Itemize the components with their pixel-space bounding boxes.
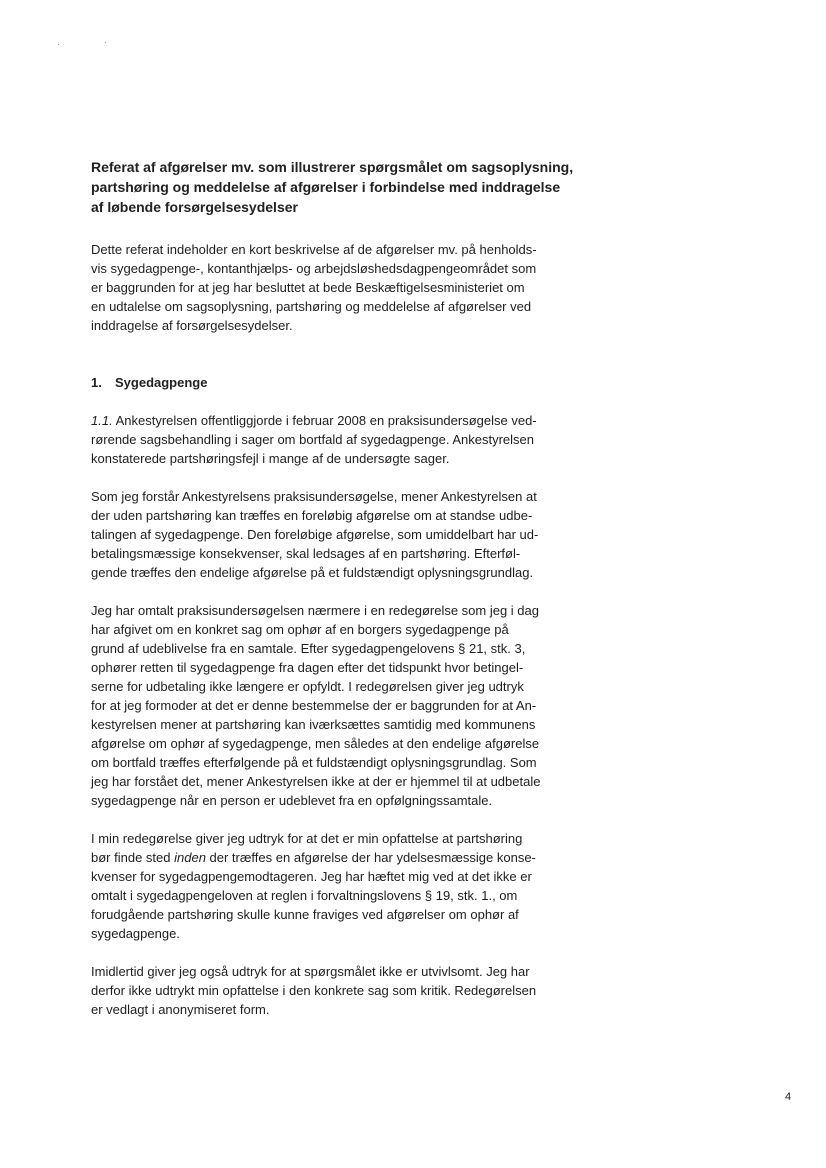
- text-line: Imidlertid giver jeg også udtryk for at spørgsmålet ikke er utvivlsomt. Jeg har: [91, 964, 530, 979]
- paragraph-2: [91, 487, 603, 582]
- paragraph-reference: 1.1.: [91, 413, 113, 428]
- text-line: grund af udeblivelse fra en samtale. Efter sygedagpengelovens § 21, stk. 3,: [91, 641, 526, 656]
- section-heading: [91, 373, 603, 392]
- document-title: [91, 157, 603, 217]
- paragraph-5: [91, 962, 603, 1019]
- text-line: Dette referat indeholder en kort beskrivelse af de afgørelser mv. på henholds-: [91, 242, 537, 257]
- text-line: Som jeg forstår Ankestyrelsens praksisundersøgelse, mener Ankestyrelsen at: [91, 489, 537, 504]
- text-line: sygedagpenge.: [91, 926, 180, 941]
- section-number: 1.: [91, 375, 102, 390]
- title-line: partshøring og meddelelse af afgørelser i forbindelse med inddragelse: [91, 179, 561, 195]
- text-line: om bortfald træffes efterfølgende på et fuldstændigt oplysningsgrundlag. Som: [91, 755, 537, 770]
- text-fragment: der træffes en afgørelse der har ydelsesmæssige konse-: [205, 850, 536, 865]
- text-line: serne for udbetaling ikke længere er opfyldt. I redegørelsen giver jeg udtryk: [91, 679, 524, 694]
- text-line: jeg har forstået det, mener Ankestyrelsen ikke at der er hjemmel til at udbetale: [91, 774, 541, 789]
- text-line: [91, 411, 603, 430]
- title-line: Referat af afgørelser mv. som illustrerer spørgsmålet om sagsoplysning,: [91, 159, 574, 175]
- text-line: forudgående partshøring skulle kunne fraviges ved afgørelser om ophør af: [91, 907, 519, 922]
- page-number: 4: [785, 1091, 792, 1103]
- title-line: af løbende forsørgelsesydelser: [91, 199, 298, 215]
- text-line: rørende sagsbehandling i sager om bortfald af sygedagpenge. Ankestyrelsen: [91, 432, 535, 447]
- text-line: afgørelse om ophør af sygedagpenge, men således at den endelige afgørelse: [91, 736, 540, 751]
- section-title: Sygedagpenge: [115, 375, 208, 390]
- text-line: Jeg har omtalt praksisundersøgelsen nærmere i en redegørelse som jeg i dag: [91, 603, 539, 618]
- intro-paragraph: [91, 240, 603, 335]
- text-line: talingen af sygedagpenge. Den foreløbige afgørelse, som umiddelbart har ud-: [91, 527, 539, 542]
- text-line: sygedagpenge når en person er udeblevet fra en opfølgningssamtale.: [91, 793, 493, 808]
- emphasis-inden: inden: [174, 850, 206, 865]
- text-line: betalingsmæssige konsekvenser, skal ledsages af en partshøring. Efterføl-: [91, 546, 521, 561]
- text-line: derfor ikke udtrykt min opfattelse i den konkrete sag som kritik. Redegørelsen: [91, 983, 537, 998]
- paragraph-1-1: [91, 411, 603, 468]
- text-line: er baggrunden for at jeg har besluttet at bede Beskæftigelsesministeriet om: [91, 280, 525, 295]
- text-fragment: bør finde sted: [91, 850, 175, 865]
- text-line: en udtalelse om sagsoplysning, partshøring og meddelelse af afgørelser ved: [91, 299, 532, 314]
- text-line: kestyrelsen mener at partshøring kan iværksættes samtidig med kommunens: [91, 717, 536, 732]
- text-line: konstaterede partshøringsfejl i mange af de undersøgte sager.: [91, 451, 450, 466]
- paragraph-4: [91, 829, 603, 943]
- text-line: omtalt i sygedagpengeloven at reglen i forvaltningslovens § 19, stk. 1., om: [91, 888, 518, 903]
- text-line: I min redegørelse giver jeg udtryk for at det er min opfattelse at partshøring: [91, 831, 523, 846]
- scan-artifact: [105, 42, 106, 43]
- text-line: vis sygedagpenge-, kontanthjælps- og arbejdsløshedsdagpengeområdet som: [91, 261, 537, 276]
- text-line: er vedlagt i anonymiseret form.: [91, 1002, 270, 1017]
- text-line: ophører retten til sygedagpenge fra dagen efter det tidspunkt hvor betingel-: [91, 660, 524, 675]
- text-line: kvenser for sygedagpengemodtageren. Jeg har hæftet mig ved at det ikke er: [91, 869, 532, 884]
- text-line: der uden partshøring kan træffes en foreløbig afgørelse om at standse udbe-: [91, 508, 533, 523]
- text-line: for at jeg formoder at det er denne bestemmelse der er baggrunden for at An-: [91, 698, 537, 713]
- text-line: [91, 848, 603, 867]
- text-line: gende træffes den endelige afgørelse på et fuldstændigt oplysningsgrundlag.: [91, 565, 534, 580]
- scan-artifact: [58, 44, 59, 45]
- paragraph-3: [91, 601, 603, 810]
- text-fragment: Ankestyrelsen offentliggjorde i februar 2008 en praksisundersøgelse ved-: [112, 413, 537, 428]
- text-line: inddragelse af forsørgelsesydelser.: [91, 318, 293, 333]
- text-line: har afgivet om en konkret sag om ophør af en borgers sygedagpenge på: [91, 622, 509, 637]
- document-body: [91, 157, 603, 1019]
